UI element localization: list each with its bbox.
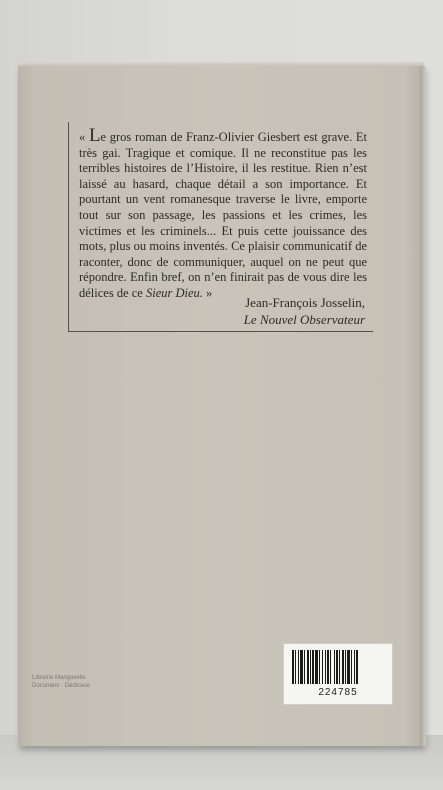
book-right-edge <box>420 66 426 746</box>
barcode-bar <box>358 650 359 684</box>
review-quote <box>79 125 368 302</box>
attribution-publication: Le Nouvel Observateur <box>243 312 365 327</box>
publisher-note <box>32 674 90 690</box>
barcode-number: 224785 <box>318 687 358 698</box>
barcode-label <box>283 643 393 705</box>
publisher-note-line2: Document · Dédicace <box>32 683 90 689</box>
close-quote-mark: » <box>202 285 213 300</box>
publisher-note-line1: Librairie Mangavelle <box>32 675 86 681</box>
quote-body: e gros roman de Franz-Olivier Giesbert est grave. Et très gai. Tragique et comique. Il ne reconstitue pas les terribles histoires de l’Histoire, il les restitue. Rien n’est laissé au hasard, chaque détail a son importance. Et pourtant un vent romanesque traverse le livre, emporte tout sur son passage, les passions et les crimes, les victimes et les criminels... Et puis cette jouissance des mots, plus ou moins inventés. Ce plaisir communicatif de raconter, donc de communiquer, auquel on ne peut que répondre. Enfin bref, on n’en finirait pas de vous dire les délices de ce <box>79 130 368 300</box>
barcode-stripes <box>292 650 384 684</box>
quote-attribution <box>244 294 365 328</box>
dropcap-letter: L <box>88 125 101 146</box>
open-quote-mark: « <box>79 130 89 144</box>
book-title: Sieur Dieu. <box>145 285 203 300</box>
book-back-cover <box>18 66 424 746</box>
quote-frame <box>68 122 373 332</box>
attribution-author: Jean-François Josselin, <box>245 295 365 310</box>
